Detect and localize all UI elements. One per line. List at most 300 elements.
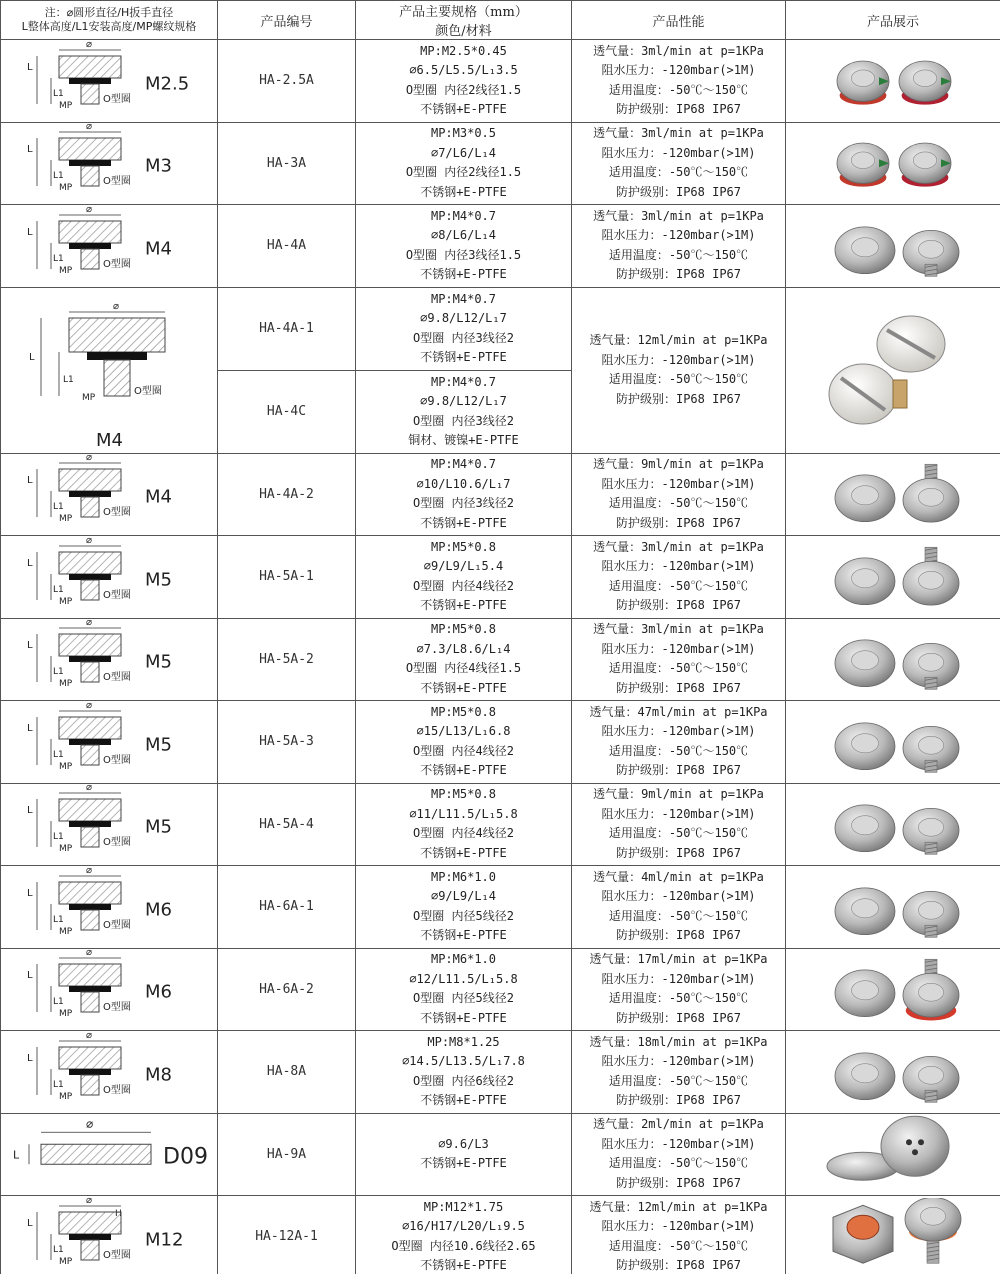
o-ring-label: O型圈	[103, 837, 131, 848]
performance-line: 透气量：3ml/min at p=1KPa	[593, 208, 764, 223]
thread-size-label: M8	[145, 1063, 172, 1085]
performance-line: 防护级别：IP68 IP67	[615, 267, 742, 282]
dimension-diagram	[1, 619, 217, 700]
performance-cell	[572, 866, 786, 949]
header-spec-line2: 颜色/材料	[435, 24, 492, 39]
dimension-diagram	[1, 288, 217, 452]
vent-thread-stem	[81, 580, 99, 600]
vent-thread-stem	[81, 910, 99, 930]
vent-thread-stem	[81, 827, 99, 847]
height-label: L	[27, 144, 33, 155]
spec-line: MP:M5*0.8	[430, 622, 497, 637]
mount-height-label: L1	[53, 997, 64, 1007]
spec-cell	[356, 783, 572, 866]
table-row	[1, 618, 1000, 701]
o-ring-gasket	[87, 352, 147, 360]
performance-cell	[572, 287, 786, 453]
performance-line: 防护级别：IP68 IP67	[615, 928, 742, 943]
spec-line: 不锈钢+E-PTFE	[420, 845, 507, 860]
o-ring-label: O型圈	[103, 176, 131, 187]
performance-line: 透气量：3ml/min at p=1KPa	[593, 43, 764, 58]
product-photo	[793, 1115, 993, 1194]
product-photo	[793, 703, 993, 782]
performance-line: 防护级别：IP68 IP67	[615, 680, 742, 695]
performance-line: 适用温度：-50℃～150℃	[608, 165, 749, 180]
vent-cap	[59, 469, 121, 491]
diameter-label: ⌀	[86, 701, 93, 711]
o-ring-gasket	[69, 739, 111, 745]
product-photo-cell	[786, 701, 1000, 784]
o-ring-gasket	[69, 821, 111, 827]
table-row	[1, 1196, 1000, 1274]
performance-cell	[572, 783, 786, 866]
product-code: HA-5A-2	[218, 618, 356, 701]
performance-line: 透气量：18ml/min at p=1KPa	[589, 1034, 768, 1049]
performance-cell	[572, 948, 786, 1031]
spec-line: O型圈 内径4线径1.5	[405, 661, 522, 676]
spec-line: MP:M8*1.25	[427, 1034, 500, 1049]
o-ring-label: O型圈	[103, 507, 131, 518]
vent-thread-stem	[81, 992, 99, 1012]
dimension-diagram	[1, 537, 217, 618]
performance-cell	[572, 701, 786, 784]
spec-cell	[356, 866, 572, 949]
dimension-diagram	[1, 41, 217, 122]
spec-line: ⌀9/L9/L₁5.4	[423, 559, 504, 574]
spec-line: MP:M6*1.0	[430, 869, 497, 884]
diameter-label: ⌀	[86, 1116, 94, 1131]
spec-line: O型圈 内径4线径2	[413, 743, 514, 758]
product-photo-cell	[786, 1113, 1000, 1196]
product-code: HA-2.5A	[218, 40, 356, 123]
product-code: HA-6A-2	[218, 948, 356, 1031]
o-ring-gasket	[69, 986, 111, 992]
spec-line: ⌀9.6/L3	[438, 1136, 489, 1151]
mount-height-label: L1	[53, 1079, 64, 1090]
height-label: L	[27, 640, 33, 651]
product-photo-cell	[786, 205, 1000, 288]
spec-line: ⌀8/L6/L₁4	[430, 228, 497, 243]
vent-cap	[59, 634, 121, 656]
performance-line: 防护级别：IP68 IP67	[615, 763, 742, 778]
vent-thread-stem	[104, 360, 130, 396]
product-photo	[793, 42, 993, 121]
table-row	[1, 1031, 1000, 1114]
performance-line: 透气量：47ml/min at p=1KPa	[589, 704, 768, 719]
spec-line: ⌀15/L13/L₁6.8	[416, 724, 511, 739]
o-ring-gasket	[69, 904, 111, 910]
diagram-cell	[1, 701, 218, 784]
table-row	[1, 122, 1000, 205]
performance-line: 阻水压力：-120mbar(>1M)	[601, 228, 756, 243]
o-ring-label: O型圈	[103, 258, 131, 270]
performance-line: 适用温度：-50℃～150℃	[608, 1238, 749, 1253]
o-ring-gasket	[69, 1069, 111, 1075]
mount-height-label: L1	[63, 375, 74, 385]
spec-line: MP:M5*0.8	[430, 787, 497, 802]
mount-height-label: L1	[53, 88, 64, 99]
height-label: L	[27, 1217, 33, 1229]
table-row	[1, 40, 1000, 123]
height-label: L	[27, 970, 33, 981]
spec-line: MP:M4*0.7	[430, 208, 497, 223]
product-code: HA-12A-1	[218, 1196, 356, 1274]
performance-line: 适用温度：-50℃～150℃	[608, 578, 749, 593]
spec-line: O型圈 内径5线径2	[413, 991, 514, 1006]
table-row	[1, 287, 1000, 370]
product-photo	[793, 785, 993, 864]
spec-line: O型圈 内径6线径2	[413, 1073, 514, 1088]
diagram-cell	[1, 287, 218, 453]
diameter-label: ⌀	[86, 784, 93, 793]
spec-line: ⌀11/L11.5/L₁5.8	[409, 806, 518, 821]
diagram-cell	[1, 122, 218, 205]
dimension-diagram	[1, 949, 217, 1030]
thread-spec-label: MP	[59, 1009, 73, 1019]
mount-height-label: L1	[53, 584, 64, 595]
product-photo	[793, 124, 993, 203]
spec-line: ⌀10/L10.6/L₁7	[416, 476, 511, 491]
performance-line: 阻水压力：-120mbar(>1M)	[601, 641, 756, 656]
diameter-label: ⌀	[86, 619, 93, 628]
product-photo	[793, 207, 993, 286]
product-photo	[793, 1198, 993, 1274]
performance-line: 适用温度：-50℃～150℃	[608, 372, 749, 386]
product-photo-cell	[786, 453, 1000, 536]
dimension-diagram	[1, 784, 217, 865]
o-ring-gasket	[69, 243, 111, 249]
dimension-diagram	[1, 702, 217, 783]
table-row	[1, 701, 1000, 784]
performance-cell	[572, 40, 786, 123]
header-performance: 产品性能	[572, 1, 786, 40]
product-photo	[793, 868, 993, 947]
performance-cell	[572, 205, 786, 288]
vent-cap	[59, 964, 121, 986]
vent-cap	[59, 552, 121, 574]
thread-spec-label: MP	[59, 514, 73, 524]
product-photo-cell	[786, 287, 1000, 453]
mount-height-label: L1	[53, 749, 64, 760]
spec-line: O型圈 内径5线径2	[413, 908, 514, 923]
spec-line: ⌀7/L6/L₁4	[430, 145, 497, 160]
header-note-line2: L整体高度/L1安装高度/MP螺纹规格	[21, 20, 197, 33]
mount-height-label: L1	[53, 832, 64, 842]
product-code: HA-6A-1	[218, 866, 356, 949]
performance-cell	[572, 122, 786, 205]
spec-cell	[356, 287, 572, 370]
performance-line: 防护级别：IP68 IP67	[615, 1258, 742, 1273]
performance-line: 适用温度：-50℃～150℃	[608, 247, 749, 262]
vent-thread-stem	[81, 166, 99, 186]
product-photo	[793, 1033, 993, 1112]
performance-line: 透气量：3ml/min at p=1KPa	[593, 622, 764, 637]
performance-line: 阻水压力：-120mbar(>1M)	[601, 1219, 756, 1234]
thread-size-label: M4	[96, 430, 123, 451]
performance-line: 阻水压力：-120mbar(>1M)	[601, 63, 756, 78]
vent-thread-stem	[81, 1075, 99, 1095]
spec-line: MP:M2.5*0.45	[420, 43, 507, 58]
spec-line: MP:M3*0.5	[430, 126, 497, 141]
vent-cap	[69, 318, 165, 352]
spec-cell	[356, 618, 572, 701]
diagram-cell	[1, 536, 218, 619]
mount-height-label: L1	[53, 667, 64, 677]
performance-line: 阻水压力：-120mbar(>1M)	[601, 724, 756, 739]
performance-line: 适用温度：-50℃～150℃	[608, 661, 749, 676]
height-label: L	[29, 352, 35, 363]
vent-thread-stem	[81, 1240, 99, 1260]
thread-size-label: D09	[163, 1144, 208, 1170]
product-photo-cell	[786, 948, 1000, 1031]
thread-size-label: M6	[145, 981, 172, 1003]
thread-spec-label: MP	[59, 596, 73, 607]
header-product-code: 产品编号	[218, 1, 356, 40]
spec-cell	[356, 40, 572, 123]
performance-cell	[572, 536, 786, 619]
product-photo	[793, 538, 993, 617]
spec-line: 不锈钢+E-PTFE	[420, 1010, 507, 1025]
table-row	[1, 866, 1000, 949]
spec-line: 不锈钢+E-PTFE	[420, 102, 507, 117]
dimension-diagram	[1, 454, 217, 535]
product-photo-cell	[786, 866, 1000, 949]
vent-body	[41, 1144, 151, 1164]
thread-spec-label: MP	[59, 100, 73, 111]
spec-line: O型圈 内径10.6线径2.65	[391, 1238, 536, 1253]
height-label: L	[27, 475, 33, 486]
spec-line: ⌀7.3/L8.6/L₁4	[416, 641, 511, 656]
performance-line: 适用温度：-50℃～150℃	[608, 496, 749, 511]
thread-size-label: M12	[145, 1228, 184, 1250]
performance-cell	[572, 1196, 786, 1274]
spec-line: MP:M6*1.0	[430, 952, 497, 967]
product-photo	[793, 950, 993, 1029]
performance-line: 透气量：12ml/min at p=1KPa	[589, 1199, 768, 1214]
spec-line: MP:M4*0.7	[430, 291, 497, 306]
product-photo-cell	[786, 783, 1000, 866]
product-photo-cell	[786, 618, 1000, 701]
spec-line: MP:M4*0.7	[430, 457, 497, 472]
product-photo-cell	[786, 1031, 1000, 1114]
performance-line: 适用温度：-50℃～150℃	[608, 991, 749, 1006]
performance-line: 防护级别：IP68 IP67	[615, 391, 742, 406]
vent-cap	[59, 138, 121, 160]
performance-line: 防护级别：IP68 IP67	[615, 1175, 742, 1190]
thread-size-label: M4	[145, 237, 172, 259]
thread-size-label: M5	[145, 816, 172, 838]
product-photo-cell	[786, 40, 1000, 123]
dimension-diagram	[1, 123, 217, 204]
header-note	[1, 1, 218, 40]
product-code: HA-4A-2	[218, 453, 356, 536]
performance-line: 透气量：12ml/min at p=1KPa	[589, 333, 768, 347]
spec-cell	[356, 1113, 572, 1196]
header-product-show: 产品展示	[786, 1, 1000, 40]
spec-line: 不锈钢+E-PTFE	[420, 680, 507, 695]
performance-line: 防护级别：IP68 IP67	[615, 515, 742, 530]
performance-line: 透气量：9ml/min at p=1KPa	[593, 787, 764, 802]
spec-line: ⌀14.5/L13.5/L₁7.8	[402, 1054, 525, 1069]
thread-spec-label: MP	[59, 1256, 73, 1267]
performance-cell	[572, 1113, 786, 1196]
thread-size-label: M4	[145, 486, 172, 508]
product-photo	[793, 455, 993, 534]
vent-cap	[59, 799, 121, 821]
spec-line: O型圈 内径3线径2	[413, 413, 514, 428]
o-ring-label: O型圈	[103, 672, 131, 683]
mount-height-label: L1	[53, 502, 64, 512]
performance-line: 阻水压力：-120mbar(>1M)	[601, 559, 756, 574]
performance-line: 适用温度：-50℃～150℃	[608, 826, 749, 841]
spec-line: O型圈 内径2线径1.5	[405, 165, 522, 180]
thread-spec-label: MP	[59, 679, 73, 689]
performance-cell	[572, 453, 786, 536]
spec-cell	[356, 536, 572, 619]
spec-cell	[356, 122, 572, 205]
vent-thread-stem	[81, 249, 99, 269]
performance-line: 透气量：3ml/min at p=1KPa	[593, 539, 764, 554]
mount-height-label: L1	[53, 171, 64, 181]
spec-cell	[356, 453, 572, 536]
performance-line: 透气量：2ml/min at p=1KPa	[593, 1117, 764, 1132]
height-label: L	[27, 722, 33, 734]
thread-size-label: M5	[145, 568, 172, 590]
performance-line: 适用温度：-50℃～150℃	[608, 1156, 749, 1171]
spec-cell	[356, 1196, 572, 1274]
spec-line: MP:M4*0.7	[430, 374, 497, 389]
spec-line: 不锈钢+E-PTFE	[420, 1156, 507, 1171]
spec-line: 不锈钢+E-PTFE	[420, 184, 507, 199]
spec-line: 不锈钢+E-PTFE	[420, 598, 507, 613]
spec-cell	[356, 948, 572, 1031]
spec-line: 不锈钢+E-PTFE	[420, 1258, 507, 1273]
o-ring-gasket	[69, 656, 111, 662]
spec-line: ⌀9.8/L12/L₁7	[420, 311, 507, 325]
o-ring-label: O型圈	[103, 1249, 131, 1261]
thread-size-label: M5	[145, 733, 172, 755]
o-ring-label: O型圈	[103, 93, 131, 105]
diagram-cell	[1, 40, 218, 123]
diameter-label: ⌀	[86, 205, 93, 215]
performance-line: 阻水压力：-120mbar(>1M)	[601, 352, 756, 367]
thread-spec-label: MP	[59, 761, 73, 772]
vent-cap	[59, 717, 121, 739]
diagram-cell	[1, 783, 218, 866]
product-code: HA-4A-1	[218, 287, 356, 370]
height-label: L	[27, 226, 33, 238]
product-code: HA-4C	[218, 370, 356, 453]
vent-cap	[59, 56, 121, 78]
spec-cell	[356, 1031, 572, 1114]
diagram-cell	[1, 618, 218, 701]
spec-cell	[356, 370, 572, 453]
vent-cap	[59, 1212, 121, 1234]
product-photo-cell	[786, 536, 1000, 619]
dimension-diagram	[1, 1197, 217, 1274]
performance-line: 防护级别：IP68 IP67	[615, 1010, 742, 1025]
performance-line: 适用温度：-50℃～150℃	[608, 1073, 749, 1088]
o-ring-gasket	[69, 1234, 111, 1240]
thread-size-label: M5	[145, 651, 172, 673]
vent-cap	[59, 221, 121, 243]
height-label: L	[27, 61, 33, 73]
spec-line: ⌀9.8/L12/L₁7	[420, 394, 507, 408]
product-code: HA-5A-4	[218, 783, 356, 866]
product-code: HA-8A	[218, 1031, 356, 1114]
diagram-cell	[1, 453, 218, 536]
o-ring-label: O型圈	[103, 1002, 131, 1013]
height-label: L	[27, 887, 33, 899]
diameter-label: ⌀	[86, 123, 93, 132]
spec-line: 不锈钢+E-PTFE	[420, 763, 507, 778]
o-ring-label: O型圈	[103, 754, 131, 766]
thread-size-label: M2.5	[145, 72, 190, 94]
performance-line: 阻水压力：-120mbar(>1M)	[601, 1136, 756, 1151]
performance-line: 适用温度：-50℃～150℃	[608, 908, 749, 923]
o-ring-gasket	[69, 78, 111, 84]
diameter-label: ⌀	[86, 866, 93, 876]
table-row	[1, 453, 1000, 536]
performance-line: 透气量：4ml/min at p=1KPa	[593, 869, 764, 884]
table-row	[1, 536, 1000, 619]
performance-line: 阻水压力：-120mbar(>1M)	[601, 476, 756, 491]
vent-thread-stem	[81, 662, 99, 682]
header-note-line1: 注：⌀圆形直径/H扳手直径	[44, 6, 174, 19]
diameter-label: ⌀	[86, 40, 93, 50]
mount-height-label: L1	[53, 1244, 64, 1255]
diameter-label: ⌀	[86, 1031, 93, 1041]
table-row	[1, 1113, 1000, 1196]
performance-line: 阻水压力：-120mbar(>1M)	[601, 806, 756, 821]
spec-line: O型圈 内径3线径1.5	[405, 247, 522, 262]
diagram-cell	[1, 948, 218, 1031]
table-row	[1, 783, 1000, 866]
performance-line: 防护级别：IP68 IP67	[615, 184, 742, 199]
performance-line: 阻水压力：-120mbar(>1M)	[601, 145, 756, 160]
table-row	[1, 948, 1000, 1031]
product-code: HA-4A	[218, 205, 356, 288]
thread-spec-label: MP	[82, 393, 96, 403]
diagram-cell	[1, 1031, 218, 1114]
performance-cell	[572, 618, 786, 701]
vent-thread-stem	[81, 497, 99, 517]
o-ring-label: O型圈	[103, 1084, 131, 1096]
performance-line: 透气量：3ml/min at p=1KPa	[593, 126, 764, 141]
table-body	[1, 40, 1000, 1274]
spec-line: ⌀9/L9/L₁4	[430, 889, 497, 904]
vent-cap	[59, 1047, 121, 1069]
product-photo	[793, 620, 993, 699]
spec-line: 不锈钢+E-PTFE	[420, 1093, 507, 1108]
thread-spec-label: MP	[59, 926, 73, 937]
performance-cell	[572, 1031, 786, 1114]
diagram-cell	[1, 1196, 218, 1274]
spec-line: ⌀6.5/L5.5/L₁3.5	[409, 63, 518, 78]
thread-spec-label: MP	[59, 1091, 73, 1102]
performance-line: 适用温度：-50℃～150℃	[608, 82, 749, 97]
product-code: HA-5A-1	[218, 536, 356, 619]
height-label: L	[27, 805, 33, 816]
product-photo-cell	[786, 1196, 1000, 1274]
performance-line: 阻水压力：-120mbar(>1M)	[601, 1054, 756, 1069]
product-photo-cell	[786, 122, 1000, 205]
spec-line: ⌀12/L11.5/L₁5.8	[409, 971, 518, 986]
thread-size-label: M6	[145, 898, 172, 920]
dimension-diagram	[1, 867, 217, 948]
spec-line: 不锈钢+E-PTFE	[420, 928, 507, 943]
diameter-label: ⌀	[113, 301, 120, 312]
